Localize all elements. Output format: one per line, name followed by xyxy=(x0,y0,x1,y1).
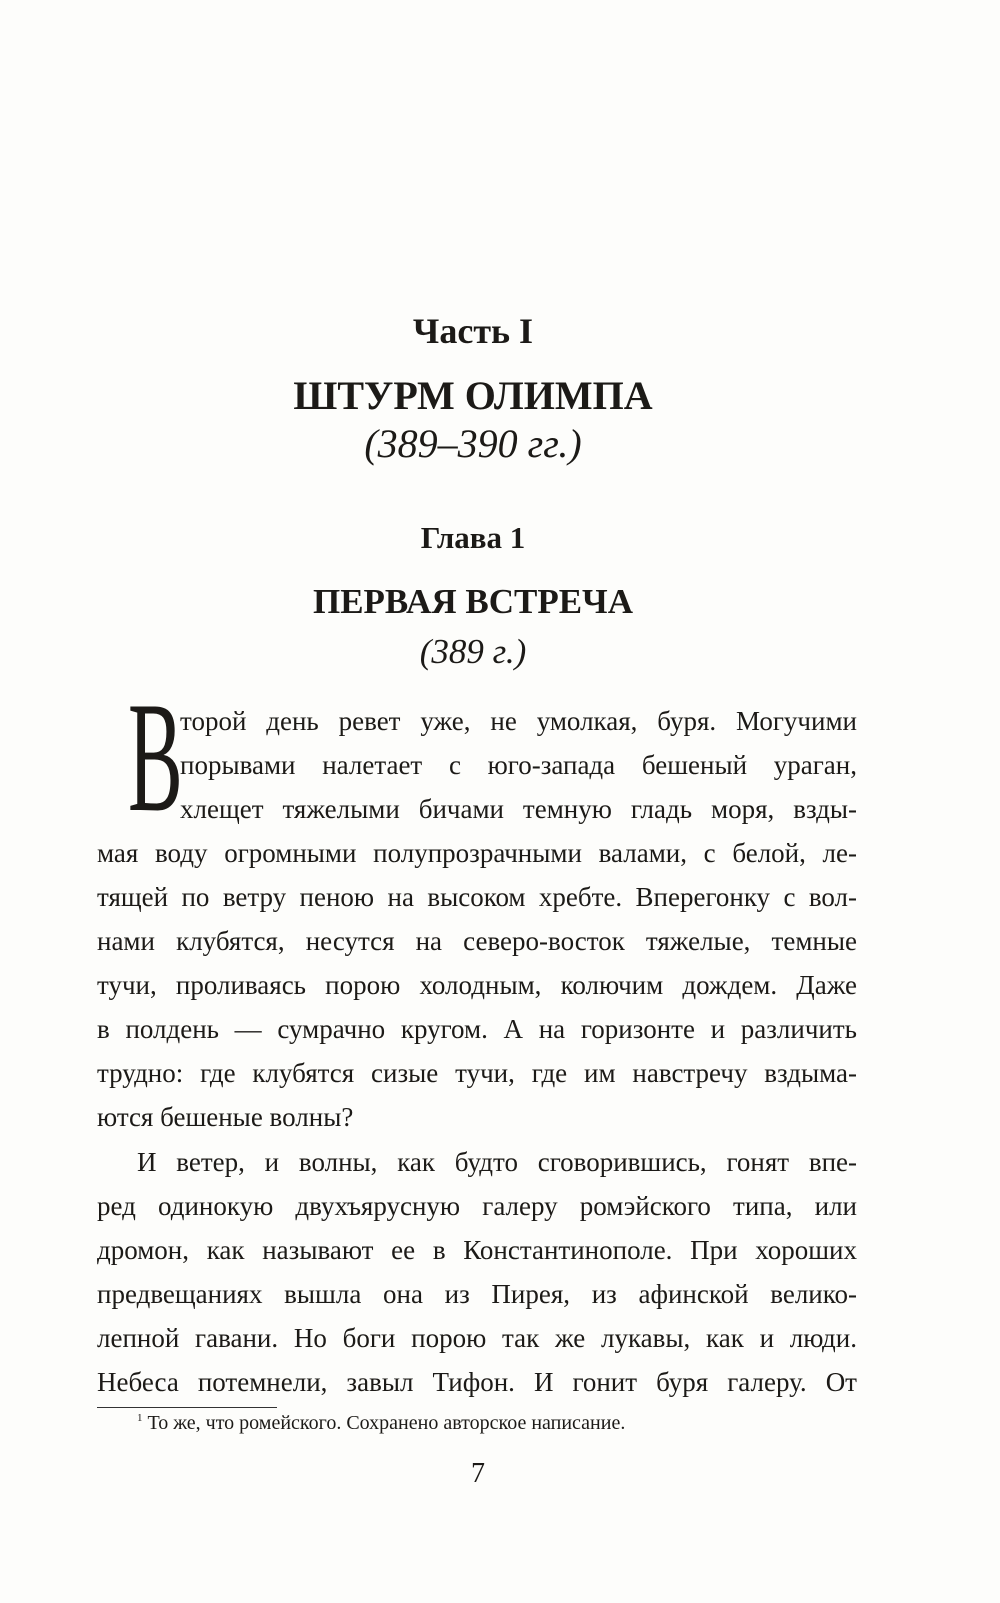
part-label: Часть I xyxy=(412,311,534,351)
text-line xyxy=(97,1365,857,1399)
chapter-dates: (389 г.) xyxy=(419,632,527,671)
footnote-text: То же, что ромейского. Сохранено авторское написание. xyxy=(147,1412,626,1434)
text-line xyxy=(97,968,857,1002)
page-number: 7 xyxy=(471,1458,485,1489)
text-line xyxy=(180,704,857,738)
text-line xyxy=(97,1100,857,1134)
line-text: трудно: где клубятся сизые тучи, где им навстречу вздыма- xyxy=(97,1058,857,1088)
line-text: дромон, как называют ее в Константинополе. При хороших xyxy=(97,1235,857,1265)
line-text: в полдень — сумрачно кругом. А на горизонте и различить xyxy=(97,1014,857,1044)
drop-cap: В xyxy=(128,670,183,845)
line-text: предвещаниях вышла она из Пирея, из афинской велико- xyxy=(97,1279,857,1309)
text-line xyxy=(97,880,857,914)
text-line xyxy=(97,1056,857,1090)
line-text: тучи, проливаясь порою холодным, колючим дождем. Даже xyxy=(97,970,857,1000)
text-line xyxy=(97,1233,857,1267)
line-text: И ветер, и волны, как будто сговорившись, гонят впе- xyxy=(137,1147,857,1177)
line-text: типа, или xyxy=(710,1191,858,1221)
chapter-label: Глава 1 xyxy=(420,520,526,555)
line-text: нами клубятся, несутся на северо-восток тяжелые, темные xyxy=(97,926,857,956)
text-line xyxy=(97,1012,857,1046)
text-line xyxy=(97,1277,857,1311)
line-text: хлещет тяжелыми бичами темную гладь моря, взды- xyxy=(180,794,857,824)
line-text: тящей по ветру пеною на высоком хребте. Вперегонку с вол- xyxy=(97,882,857,912)
line-text: ются бешеные волны? xyxy=(97,1102,354,1132)
text-line xyxy=(97,836,857,870)
line-text: ред одинокую двухъярусную галеру ромэйского xyxy=(97,1191,711,1221)
footnote-mark: 1 xyxy=(137,1412,143,1424)
line-text: мая воду огромными полупрозрачными валами, с белой, ле- xyxy=(97,838,857,868)
text-line xyxy=(97,1321,857,1355)
part-title: ШТУРМ ОЛИМПА xyxy=(293,373,653,418)
text-line xyxy=(180,748,857,782)
footnote xyxy=(137,1412,625,1435)
line-text: Небеса потемнели, завыл Тифон. И гонит буря галеру. От xyxy=(97,1367,857,1397)
chapter-title: ПЕРВАЯ ВСТРЕЧА xyxy=(312,582,634,621)
text-line xyxy=(97,924,857,958)
text-line xyxy=(97,1189,857,1223)
footnote-divider xyxy=(97,1407,277,1408)
line-text: порывами налетает с юго-запада бешеный ураган, xyxy=(180,750,857,780)
part-dates: (389–390 гг.) xyxy=(364,421,582,466)
line-text: торой день ревет уже, не умолкая, буря. Могучими xyxy=(180,706,857,736)
line-text: лепной гавани. Но боги порою так же лукавы, как и люди. xyxy=(97,1323,857,1353)
text-line xyxy=(137,1145,857,1179)
text-line xyxy=(180,792,857,826)
